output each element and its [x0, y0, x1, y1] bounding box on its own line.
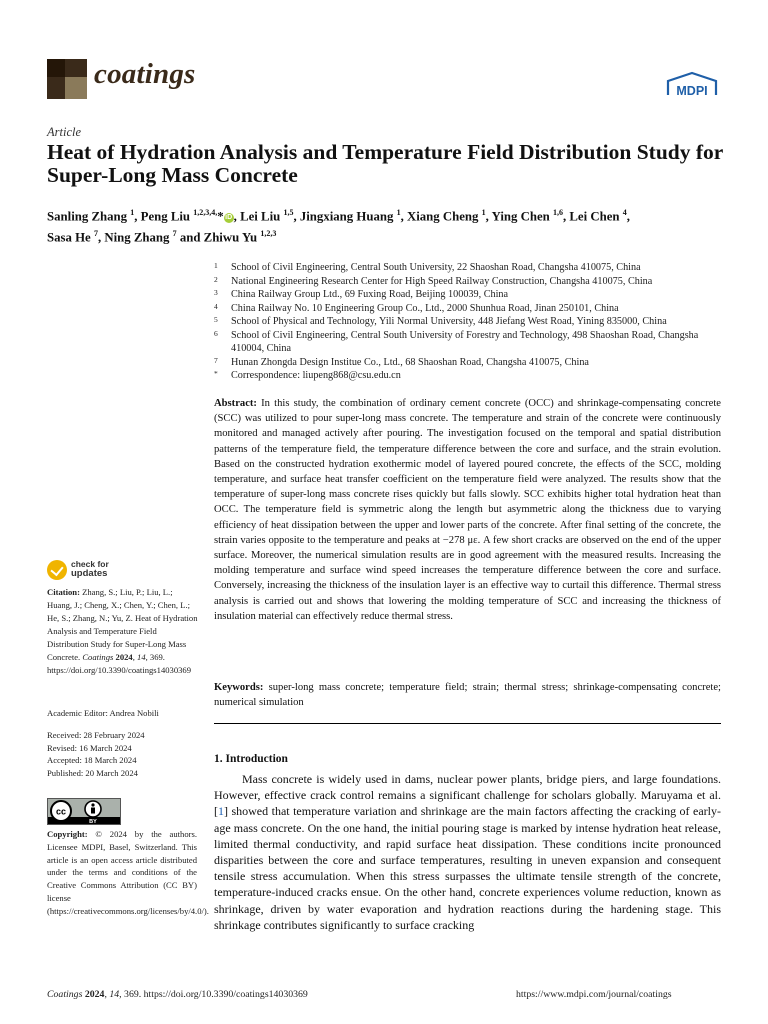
keywords-text: super-long mass concrete; temperature field; strain; thermal stress; shrinkage-compensating concrete; numerical simulation — [214, 682, 721, 709]
academic-editor: Academic Editor: Andrea Nobili — [47, 708, 159, 718]
svg-text:BY: BY — [89, 819, 97, 825]
affiliation-item: 5 School of Physical and Technology, Yili Normal University, 448 Jiefang West Road, Yining 835000, China — [214, 315, 667, 327]
cc-by-license-icon[interactable] — [47, 798, 121, 825]
abstract-text: In this study, the combination of ordinary cement concrete (OCC) and shrinkage-compensating concrete (SCC) was utilized to pour super-long mass concrete. The temperature and strain of the concrete were continuously monitored and managed actively after pouring. The investigation focused on the temporal and spatial distribution patterns of the temperature field, the temperature difference between the core and surface, and the strain evolution. Based on the constructed hydration exothermic model of layered poured concrete, the effects of the SCC, molding temperature, and surface heat transfer coefficient on the temperature field were analyzed. The results show that the temperature of super-long mass concrete rises quickly but falls slowly. SCC exhibits higher total hydration heat than OCC. The temperature field is symmetric along the length but asymmetric along the thickness due to varying efficiency of heat dissipation between the upper and lower parts of the concrete. After final setting of the concrete, the strain varies opposite to the temperature and peaks at −278 με. A few short cracks are observed on the end of the upper surface. Moreover, the numerical simulation results are in good agreement with the measured results. Increasing the molding temperature and surface wind speed increases the temperature difference between the core and surface. Conversely, increasing the thickness of the insulation layer is an effective way to curtail this difference. Thermal stress analysis is carried out and shows that lowering the molding temperature of SCC and increasing the thickness of insulation material can effectively reduce thermal stress. — [214, 398, 721, 622]
affiliation-item: 4 China Railway No. 10 Engineering Group Co., Ltd., 2000 Shunhua Road, Jinan 250101, China — [214, 301, 619, 314]
footer-citation: Coatings 2024, 14, 369. https://doi.org/10.3390/coatings14030369 — [47, 989, 308, 1000]
affiliation-item: 7 Hunan Zhongda Design Institue Co., Ltd., 68 Shaoshan Road, Changsha 410075, China — [214, 355, 589, 368]
section-heading-introduction: 1. Introduction — [214, 753, 288, 765]
orcid-icon[interactable]: iD — [225, 214, 233, 222]
reference-link[interactable]: 1 — [218, 804, 224, 819]
copyright-notice: Copyright: © 2024 by the authors. Licensee MDPI, Basel, Switzerland. This article is an open access article distributed under the terms and conditions of the Creative Commons Attribution (CC BY) license (https://creativecommons.org/licenses/by/4.0/). — [47, 829, 209, 916]
publication-dates — [47, 729, 145, 779]
article-type: Article — [47, 125, 82, 139]
citation-doi-link[interactable]: , 369. https://doi.org/10.3390/coatings14030369 — [47, 652, 192, 675]
journal-logo-icon — [47, 59, 87, 99]
accepted-date: Accepted: 18 March 2024 — [47, 755, 137, 765]
affiliation-item: 3 China Railway Group Ltd., 69 Fuxing Road, Beijing 100039, China — [214, 288, 509, 300]
author-line-1: Sanling Zhang $^1$, Peng Liu $^{1,2,3,4,}$* iD , Lei Liu $^{1,5}$, Jingxiang Huang $^1$, Xiang Cheng $^1$, Ying Chen $^{1,6}$, Lei Chen $^4$, — [47, 208, 630, 224]
mdpi-logo-icon — [664, 71, 720, 101]
keywords — [214, 680, 721, 710]
keywords-label: Keywords: — [214, 682, 264, 693]
footer-journal-link[interactable]: https://www.mdpi.com/journal/coatings — [516, 989, 672, 1000]
affiliation-item: 2 National Engineering Research Center for High Speed Railway Construction, Changsha 410075, China — [214, 274, 653, 287]
published-date: Published: 20 March 2024 — [47, 767, 138, 778]
received-date: Received: 28 February 2024 — [47, 730, 145, 740]
journal-name: coatings — [94, 58, 196, 90]
abstract-label: Abstract: — [214, 398, 257, 409]
affiliation-item: 1 School of Civil Engineering, Central South University, 22 Shaoshan Road, Changsha 410075, China — [214, 261, 641, 273]
revised-date: Revised: 16 March 2024 — [47, 742, 132, 753]
author-list — [47, 204, 737, 247]
paper-title: Heat of Hydration Analysis and Temperature Field Distribution Study for Super-Long Mass Concrete — [47, 140, 723, 187]
author-line-2: Sasa He $^7$, Ning Zhang $^7$ and Zhiwu Yu $^{1,2,3}$ — [47, 229, 277, 245]
mdpi-logo-text: MDPI — [676, 84, 708, 98]
affiliations — [214, 261, 724, 383]
citation: Citation: Zhang, S.; Liu, P.; Liu, L.; Huang, J.; Cheng, X.; Chen, Y.; Chen, L.; He, S.; Zhang, N.; Yu, Z. Heat of Hydration Analysis and Temperature Field Distribution Study for Super-Long Mass Concrete. Coatings 2024, 14, 369. https://doi.org/10.3390/coatings14030369 — [47, 587, 198, 675]
svg-text:cc: cc — [55, 806, 67, 817]
check-updates-icon — [47, 560, 67, 580]
introduction-paragraph: Mass concrete is widely used in dams, nuclear power plants, bridge piers, and large foundations. However, effective crack control remains a significant challenge for scholars globally. Maruyama et al. [1] showed that temperature variation and shrinkage are the main factors affecting the cracking of early-age mass concrete. On the one hand, the initial pouring stage is marked by intense hydration heat release, limited thermal conductivity, and rapid surface heat dissipation. These conditions incite pronounced disparities between the core and surface temperatures, resulting in uneven expansion and consequent tensile stress accumulation. When this stress surpasses the ultimate tensile strength of the concrete, temperature-induced cracks ensue. On the other hand, concrete experiences volume reduction, known as shrinkage, driven by water evaporation and hydration reactions during the hardening stage. This shrinkage contributes significantly to surface cracking — [214, 772, 721, 932]
section-divider — [214, 723, 721, 724]
check-for-updates-button[interactable]: check for updates — [47, 560, 167, 582]
abstract — [214, 396, 721, 624]
correspondence: * Correspondence: liupeng868@csu.edu.cn — [214, 369, 401, 381]
affiliation-item: 6 School of Civil Engineering, Central South University of Forestry and Technology, 498 Shaoshan Road, Changsha 410004, China — [214, 328, 699, 354]
